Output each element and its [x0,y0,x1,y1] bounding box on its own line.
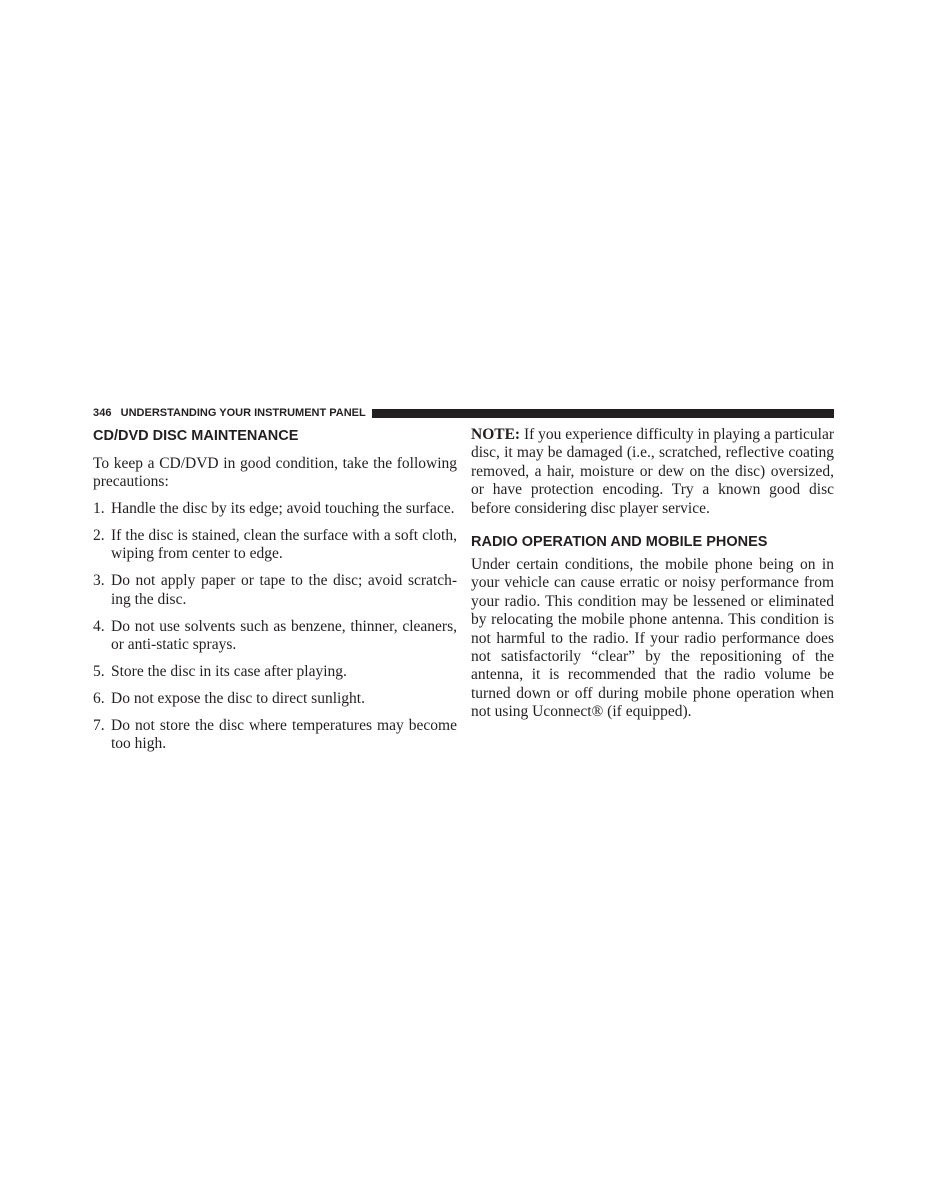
page-header [93,404,834,422]
header-rule-bar [372,409,834,418]
radio-section-heading: RADIO OPERATION AND MOBILE PHONES [471,534,768,551]
list-item [93,618,457,655]
list-item-text: If the disc is stained, clean the surface with a soft cloth, wiping from center to edge. [111,526,457,563]
list-item-number: 4. [93,617,105,635]
list-item-text: Do not apply paper or tape to the disc; avoid scratch-ing the disc. [111,572,457,608]
list-item [93,717,457,754]
list-item [93,690,457,708]
disc-maintenance-heading: CD/DVD DISC MAINTENANCE [93,428,299,444]
section-title: UNDERSTANDING YOUR INSTRUMENT PANEL [120,407,366,419]
right-column [471,426,834,722]
list-item-number: 3. [93,572,105,590]
note-text: If you experience difficulty in playing a particular disc, it may be damaged (i.e., scratched, reflective coating removed, a hair, moisture or dew on the disc) oversized, or have protection encoding. Try a known good disc before considering disc player service. [471,426,834,517]
list-item-number: 6. [93,690,105,708]
note-paragraph [471,426,834,518]
list-item-number: 2. [93,526,105,544]
radio-section-body: Under certain conditions, the mobile phone being on in your vehicle can cause erratic or noisy performance from your radio. This condition may be lessened or eliminated by relocating the mobile phone antenna. This condition is not harmful to the radio. If your radio performance does not satisfactorily “clear” by the repositioning of the antenna, it is recommended that the radio volume be turned down or off during mobile phone operation when not using Uconnect® (if equipped). [471,556,834,721]
list-item [93,527,457,564]
left-column [93,426,457,762]
list-item-text: Do not expose the disc to direct sunlight. [111,690,365,708]
list-item-number: 1. [93,499,105,517]
note-label: NOTE: [471,426,521,443]
precautions-list [93,500,457,754]
list-item-number: 7. [93,717,105,735]
list-item-number: 5. [93,663,105,681]
list-item [93,572,457,609]
list-item-text: Do not store the disc where temperatures may become too high. [111,717,457,753]
list-item-text: Store the disc in its case after playing. [111,663,347,681]
page-number: 346 [93,407,112,419]
disc-maintenance-intro: To keep a CD/DVD in good condition, take the following precautions: [93,455,457,491]
list-item [93,663,457,681]
list-item-text: Do not use solvents such as benzene, thinner, cleaners, or anti-static sprays. [111,617,457,654]
list-item-text: Handle the disc by its edge; avoid touching the surface. [111,499,455,517]
list-item [93,500,457,518]
